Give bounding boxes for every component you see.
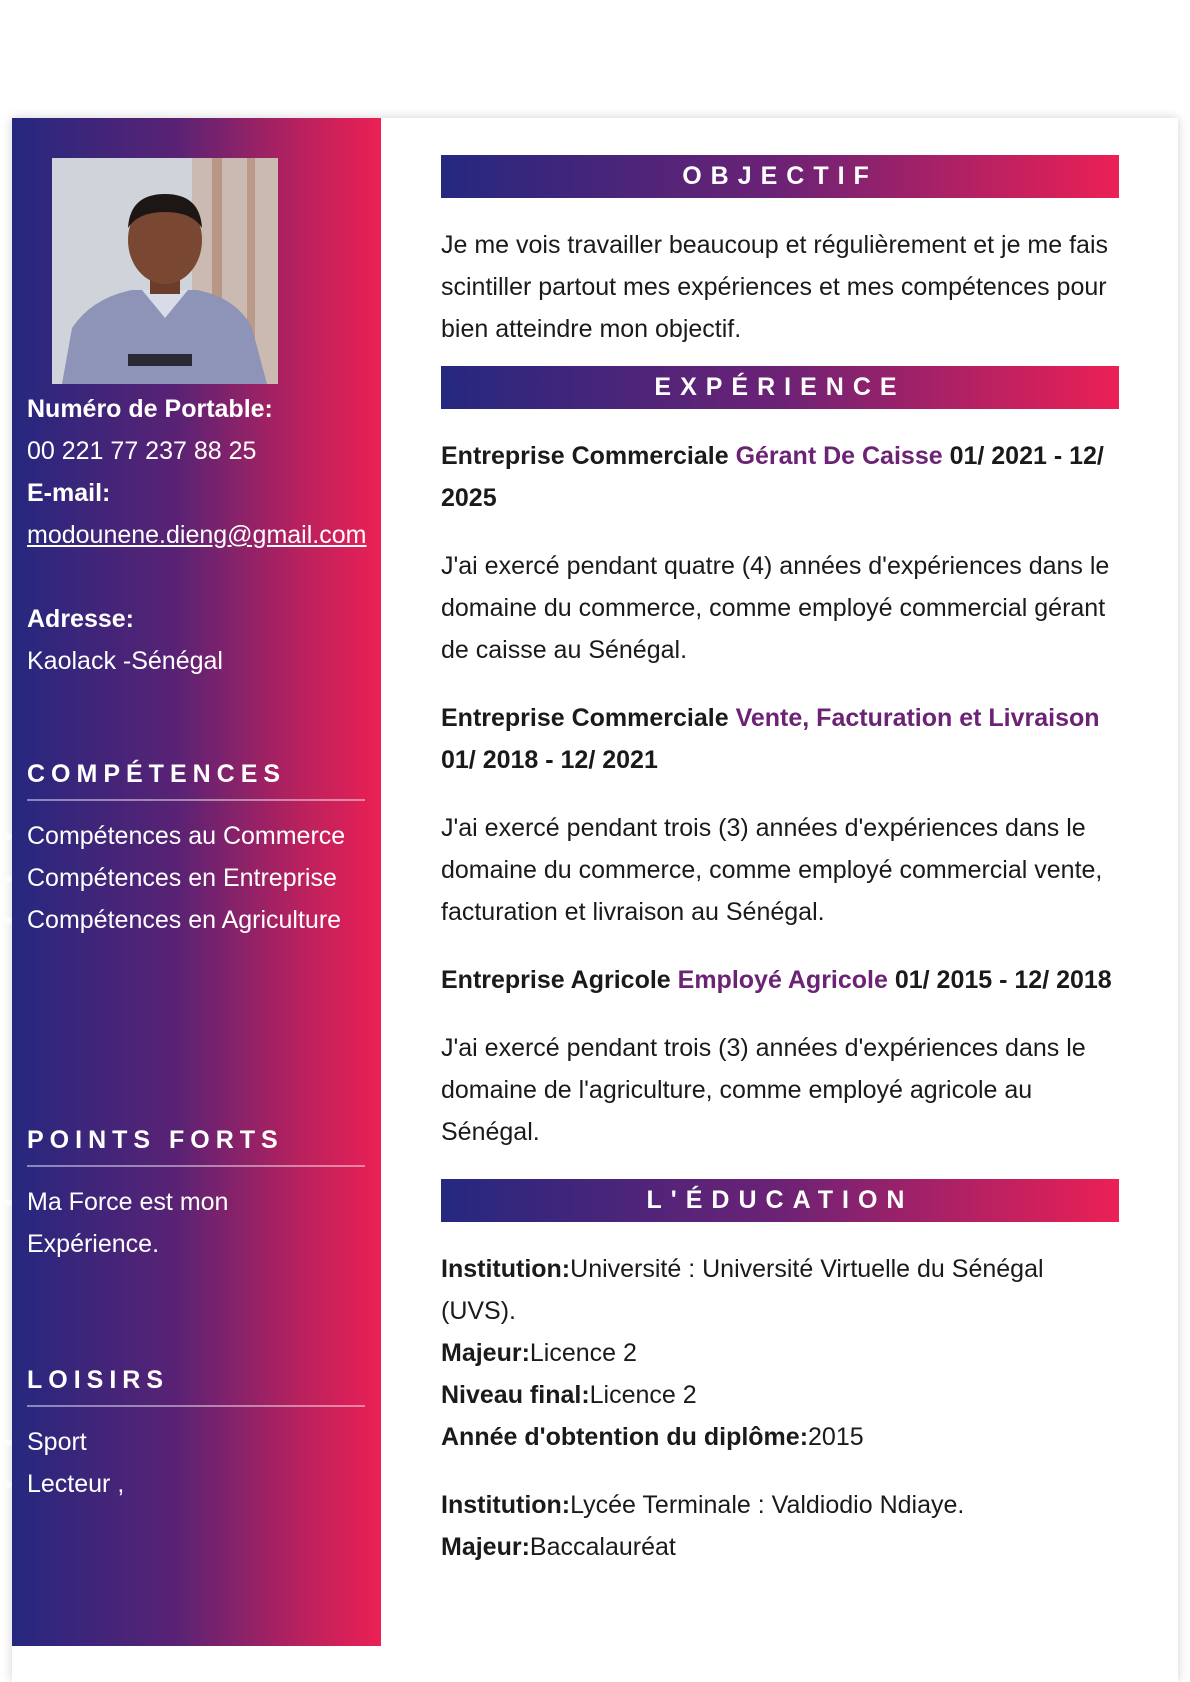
list-item: Ma Force est mon Expérience. <box>27 1181 365 1265</box>
major-label: Majeur: <box>441 1533 530 1561</box>
address-value: Kaolack -Sénégal <box>27 647 223 675</box>
final-level-label: Niveau final: <box>441 1381 590 1409</box>
education-title: L'ÉDUCATION <box>441 1179 1119 1222</box>
hobbies-list <box>27 1421 365 1505</box>
major-value: Licence 2 <box>529 1339 637 1367</box>
list-item: Compétences en Agriculture <box>27 899 365 941</box>
contact-block <box>27 388 372 682</box>
job-heading <box>441 959 1119 1001</box>
skills-section <box>27 760 365 941</box>
job-company: Entreprise Commerciale <box>441 704 729 732</box>
education-entry <box>441 1248 1119 1458</box>
strengths-section <box>27 1126 365 1265</box>
objective-text: Je me vois travailler beaucoup et régulièrement et je me fais scintiller partout mes expériences et mes compétences pour bien atteindre mon objectif. <box>441 231 1108 343</box>
job-company: Entreprise Agricole <box>441 966 671 994</box>
objective-title: OBJECTIF <box>441 155 1119 198</box>
job-description: J'ai exercé pendant trois (3) années d'expériences dans le domaine de l'agriculture, comme employé agricole au Sénégal. <box>441 1034 1086 1146</box>
phone-number: 00 221 77 237 88 25 <box>27 437 257 465</box>
job-role: Vente, Facturation et Livraison <box>735 704 1100 732</box>
education-entry <box>441 1484 1119 1568</box>
phone-label: Numéro de Portable: <box>27 395 273 423</box>
address-label: Adresse: <box>27 605 134 633</box>
resume-page <box>12 118 1178 1682</box>
skills-list <box>27 815 365 941</box>
grad-year-label: Année d'obtention du diplôme: <box>441 1423 809 1451</box>
hobbies-section <box>27 1366 365 1505</box>
email-label: E-mail: <box>27 479 111 507</box>
main-content <box>441 155 1119 1568</box>
major-label: Majeur: <box>441 1339 530 1367</box>
skills-title: COMPÉTENCES <box>27 760 365 801</box>
list-item: Sport <box>27 1421 365 1463</box>
job-dates: 01/ 2018 - 12/ 2021 <box>441 746 658 774</box>
strengths-list <box>27 1181 365 1265</box>
institution-label: Institution: <box>441 1255 571 1283</box>
job-heading <box>441 435 1119 519</box>
email-link[interactable]: modounene.dieng@gmail.com <box>27 521 367 549</box>
grad-year-value: 2015 <box>808 1423 864 1451</box>
job-dates: 01/ 2015 - 12/ 2018 <box>894 966 1112 994</box>
job-description: J'ai exercé pendant quatre (4) années d'expériences dans le domaine du commerce, comme employé commercial gérant de caisse au Sénégal. <box>441 552 1110 664</box>
profile-photo <box>52 158 278 384</box>
job-dates: 01/ 2021 - 12/ 2025 <box>441 442 1104 512</box>
job-description: J'ai exercé pendant trois (3) années d'expériences dans le domaine du commerce, comme employé commercial vente, facturation et livraison au Sénégal. <box>441 814 1103 926</box>
strengths-title: POINTS FORTS <box>27 1126 365 1167</box>
sidebar <box>12 118 381 1646</box>
institution-value: Université : Université Virtuelle du Sénégal (UVS). <box>441 1255 1044 1325</box>
job-role: Employé Agricole <box>677 966 888 994</box>
list-item: Compétences en Entreprise <box>27 857 365 899</box>
job-company: Entreprise Commerciale <box>441 442 729 470</box>
institution-label: Institution: <box>441 1491 571 1519</box>
job-heading <box>441 697 1119 781</box>
experience-title: EXPÉRIENCE <box>441 366 1119 409</box>
final-level-value: Licence 2 <box>589 1381 697 1409</box>
major-value: Baccalauréat <box>529 1533 676 1561</box>
hobbies-title: LOISIRS <box>27 1366 365 1407</box>
list-item: Lecteur , <box>27 1463 365 1505</box>
list-item: Compétences au Commerce <box>27 815 365 857</box>
institution-value: Lycée Terminale : Valdiodio Ndiaye. <box>570 1491 965 1519</box>
job-role: Gérant De Caisse <box>735 442 943 470</box>
